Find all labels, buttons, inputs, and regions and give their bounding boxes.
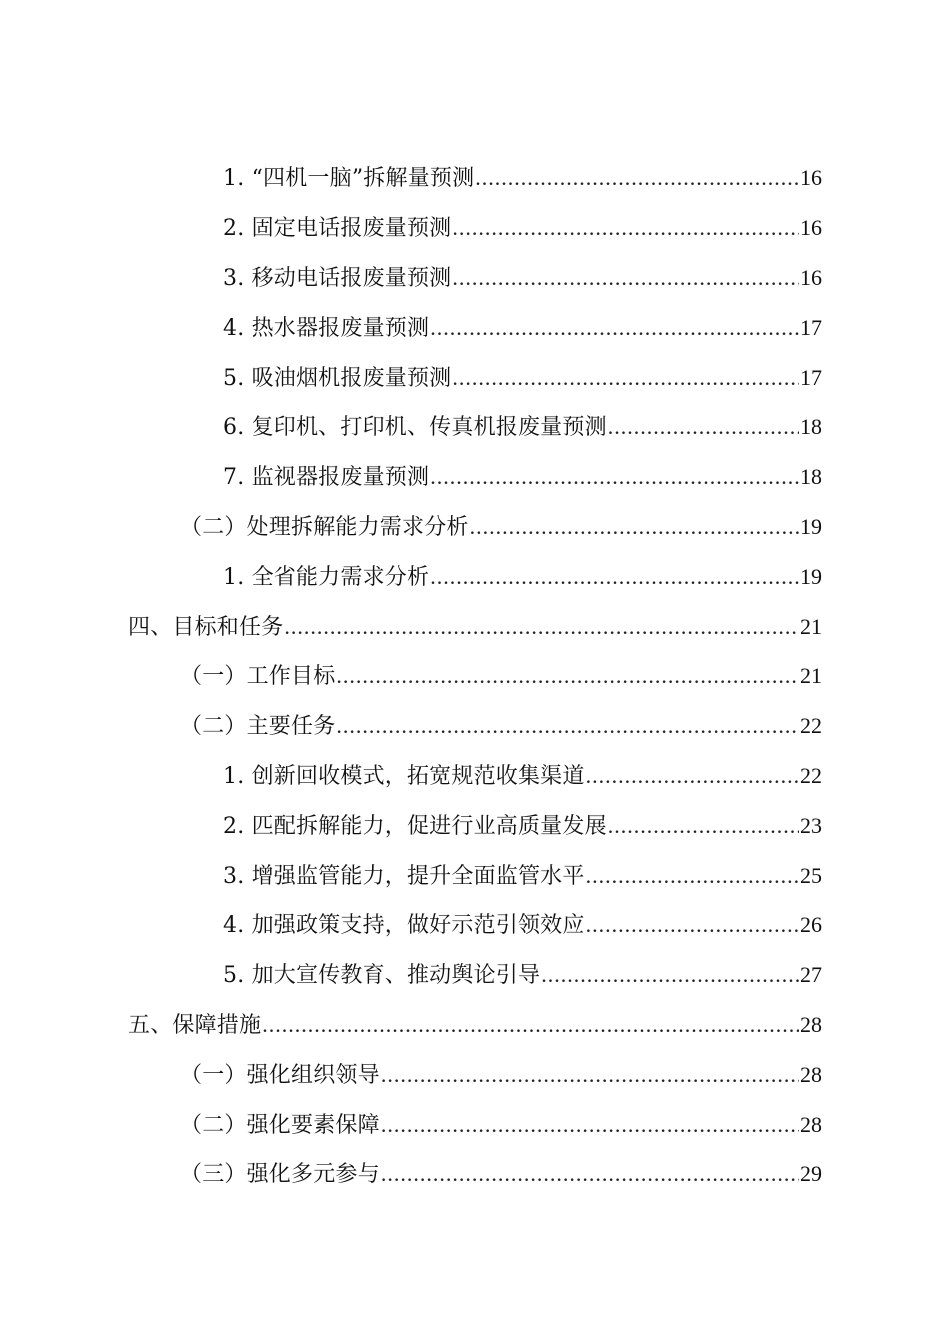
toc-entry[interactable] bbox=[0, 652, 950, 702]
toc-entry-line bbox=[223, 557, 950, 598]
toc-entry-title: （二）主要任务 bbox=[180, 714, 336, 740]
dot-leader bbox=[430, 308, 799, 348]
toc-entry-page-number: 16 bbox=[800, 165, 822, 191]
toc-entry-line bbox=[223, 358, 950, 399]
toc-entry-line bbox=[128, 607, 950, 648]
toc-entry-line bbox=[180, 706, 950, 747]
toc-entry-title: （一）强化组织领导 bbox=[180, 1062, 380, 1088]
toc-entry[interactable] bbox=[0, 154, 950, 204]
dot-leader bbox=[430, 457, 799, 497]
toc-entry-title: 5. 吸油烟机报废量预测 bbox=[223, 365, 452, 391]
toc-entry-line bbox=[180, 507, 950, 548]
toc-entry[interactable] bbox=[0, 801, 950, 851]
toc-entry-title: 四、目标和任务 bbox=[128, 614, 284, 640]
dot-leader bbox=[541, 955, 799, 995]
dot-leader bbox=[284, 607, 799, 647]
toc-entry-page-number: 28 bbox=[800, 1111, 822, 1137]
toc-entry[interactable] bbox=[0, 353, 950, 403]
toc-entry-line bbox=[180, 1055, 950, 1096]
dot-leader bbox=[336, 706, 799, 746]
toc-entry-line bbox=[223, 308, 950, 349]
toc-entry-line bbox=[223, 806, 950, 847]
toc-entry-page-number: 28 bbox=[800, 1061, 822, 1087]
toc-entry-title: 3. 移动电话报废量预测 bbox=[223, 265, 452, 291]
toc-entry-title: 2. 固定电话报废量预测 bbox=[223, 216, 452, 242]
toc-entry-title: 5. 加大宣传教育、推动舆论引导 bbox=[223, 963, 541, 989]
toc-entry-title: 2. 匹配拆解能力，促进行业高质量发展 bbox=[223, 813, 607, 839]
toc-entry-title: （二）处理拆解能力需求分析 bbox=[180, 514, 469, 540]
dot-leader bbox=[452, 258, 799, 298]
toc-entry-title: （一）工作目标 bbox=[180, 664, 336, 690]
toc-entry-title: 五、保障措施 bbox=[128, 1012, 262, 1038]
toc-entry[interactable] bbox=[0, 752, 950, 802]
dot-leader bbox=[262, 1005, 799, 1045]
toc-entry-page-number: 29 bbox=[800, 1161, 822, 1187]
dot-leader bbox=[586, 756, 799, 796]
toc-entry-page-number: 21 bbox=[800, 663, 822, 689]
dot-leader bbox=[586, 856, 799, 896]
toc-entry-line bbox=[223, 856, 950, 897]
dot-leader bbox=[381, 1055, 799, 1095]
toc-entry-page-number: 22 bbox=[800, 762, 822, 788]
toc-entry-title: 4. 热水器报废量预测 bbox=[223, 315, 430, 341]
toc-entry-page-number: 22 bbox=[800, 713, 822, 739]
toc-entry[interactable] bbox=[0, 1001, 950, 1051]
toc-entry-page-number: 19 bbox=[800, 563, 822, 589]
toc-entry-line bbox=[223, 905, 950, 946]
dot-leader bbox=[430, 557, 799, 597]
toc-entry-title: 6. 复印机、打印机、传真机报废量预测 bbox=[223, 415, 607, 441]
toc-entry-line bbox=[223, 258, 950, 299]
toc-entry-line bbox=[180, 1154, 950, 1195]
toc-entry[interactable] bbox=[0, 1050, 950, 1100]
dot-leader bbox=[586, 905, 799, 945]
dot-leader bbox=[336, 656, 799, 696]
toc-entry[interactable] bbox=[0, 901, 950, 951]
toc-entry-line bbox=[223, 955, 950, 996]
toc-entry-page-number: 17 bbox=[800, 314, 822, 340]
toc-entry[interactable] bbox=[0, 204, 950, 254]
table-of-contents bbox=[0, 154, 950, 1200]
toc-entry-title: 1. “四机一脑”拆解量预测 bbox=[223, 166, 475, 192]
toc-entry-line bbox=[223, 756, 950, 797]
toc-entry-page-number: 19 bbox=[800, 513, 822, 539]
toc-entry-line bbox=[180, 656, 950, 697]
toc-entry[interactable] bbox=[0, 951, 950, 1001]
toc-entry-page-number: 26 bbox=[800, 912, 822, 938]
toc-entry-page-number: 27 bbox=[800, 962, 822, 988]
toc-entry-line bbox=[223, 407, 950, 448]
toc-entry-page-number: 25 bbox=[800, 862, 822, 888]
toc-entry[interactable] bbox=[0, 503, 950, 553]
toc-entry[interactable] bbox=[0, 602, 950, 652]
toc-entry[interactable] bbox=[0, 254, 950, 304]
toc-entry[interactable] bbox=[0, 453, 950, 503]
dot-leader bbox=[470, 507, 799, 547]
toc-entry[interactable] bbox=[0, 403, 950, 453]
toc-entry[interactable] bbox=[0, 303, 950, 353]
toc-entry-line bbox=[223, 457, 950, 498]
toc-entry-page-number: 17 bbox=[800, 364, 822, 390]
toc-entry-title: （三）强化多元参与 bbox=[180, 1162, 380, 1188]
dot-leader bbox=[608, 806, 799, 846]
toc-entry-line bbox=[223, 158, 950, 199]
toc-entry-page-number: 23 bbox=[800, 812, 822, 838]
toc-entry-title: 7. 监视器报废量预测 bbox=[223, 465, 430, 491]
toc-entry[interactable] bbox=[0, 1150, 950, 1200]
toc-entry[interactable] bbox=[0, 1100, 950, 1150]
toc-entry-line bbox=[180, 1105, 950, 1146]
toc-entry-page-number: 16 bbox=[800, 264, 822, 290]
dot-leader bbox=[381, 1154, 799, 1194]
toc-entry-page-number: 18 bbox=[800, 464, 822, 490]
dot-leader bbox=[608, 407, 799, 447]
toc-entry[interactable] bbox=[0, 851, 950, 901]
toc-entry-title: 3. 增强监管能力，提升全面监管水平 bbox=[223, 863, 585, 889]
dot-leader bbox=[475, 158, 799, 198]
toc-entry-title: （二）强化要素保障 bbox=[180, 1112, 380, 1138]
toc-entry-title: 4. 加强政策支持，做好示范引领效应 bbox=[223, 913, 585, 939]
toc-entry-title: 1. 创新回收模式，拓宽规范收集渠道 bbox=[223, 763, 585, 789]
toc-entry-page-number: 28 bbox=[800, 1011, 822, 1037]
dot-leader bbox=[381, 1105, 799, 1145]
dot-leader bbox=[452, 358, 799, 398]
toc-entry-page-number: 18 bbox=[800, 414, 822, 440]
toc-entry-title: 1. 全省能力需求分析 bbox=[223, 564, 430, 590]
toc-entry-page-number: 16 bbox=[800, 215, 822, 241]
dot-leader bbox=[452, 208, 799, 248]
toc-entry-line bbox=[223, 208, 950, 249]
toc-entry[interactable] bbox=[0, 702, 950, 752]
toc-entry-line bbox=[128, 1005, 950, 1046]
toc-entry-page-number: 21 bbox=[800, 613, 822, 639]
toc-entry[interactable] bbox=[0, 552, 950, 602]
